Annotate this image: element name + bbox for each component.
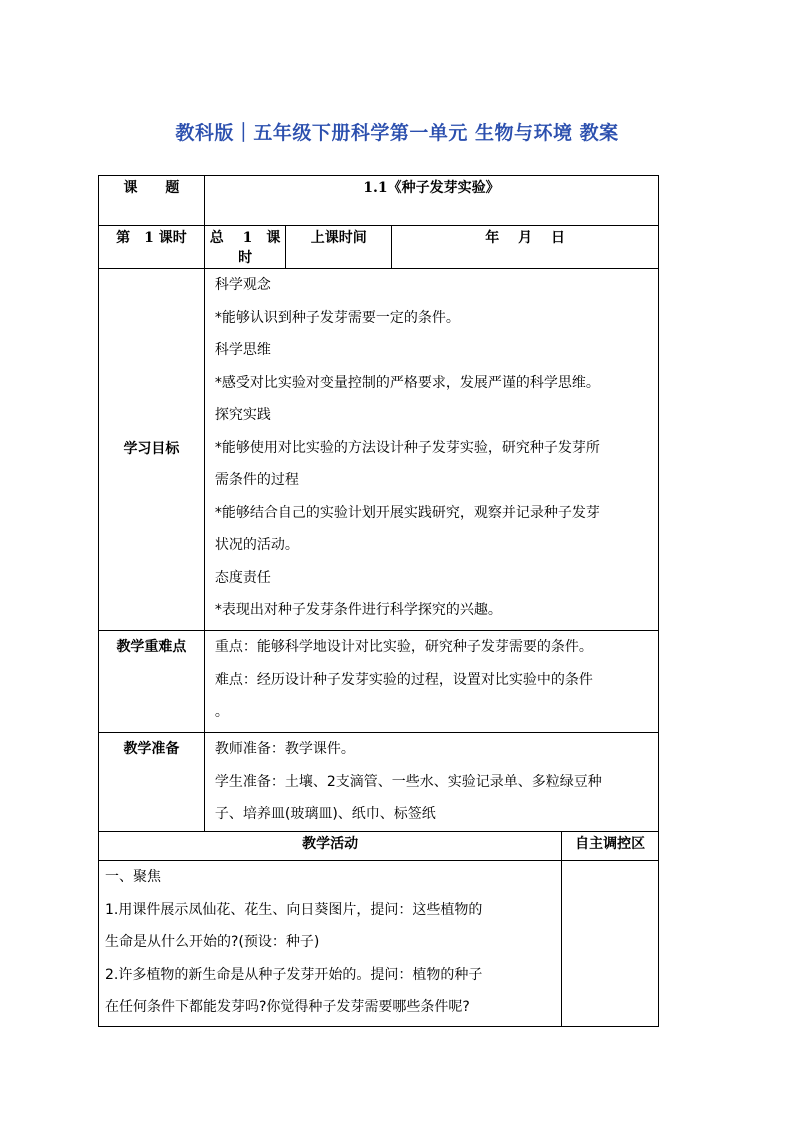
control-area	[562, 861, 659, 1027]
document-title: 教科版｜五年级下册科学第一单元 生物与环境 教案	[175, 122, 619, 144]
objective-line: *能够使用对比实验的方法设计种子发芽实验，研究种子发芽所	[214, 439, 600, 456]
activity-line: 2.许多植物的新生命是从种子发芽开始的。提问：植物的种子	[105, 966, 483, 983]
prep-row	[99, 733, 659, 832]
activities-content	[99, 861, 562, 1027]
prep-line: 子、培养皿(玻璃皿)、纸巾、标签纸	[214, 806, 436, 822]
keypoints-content	[204, 631, 658, 733]
time-label: 上课时间	[286, 226, 392, 269]
prep-line: 学生准备：土壤、2支滴管、一些水、实验记录单、多粒绿豆种	[214, 773, 602, 790]
keypoints-row	[99, 631, 659, 733]
prep-label: 教学准备	[99, 733, 205, 832]
total-label: 总 1 课时	[204, 226, 285, 269]
activities-body-row	[99, 861, 659, 1027]
keypoints-label: 教学重难点	[99, 631, 205, 733]
activities-label: 教学活动	[99, 832, 562, 861]
period-row	[99, 226, 659, 269]
objective-line: 需条件的过程	[214, 472, 299, 488]
activity-line: 在任何条件下都能发芽吗?你觉得种子发芽需要哪些条件呢?	[105, 999, 470, 1015]
lesson-plan-table	[98, 175, 659, 1027]
control-label: 自主调控区	[562, 832, 659, 861]
activity-line: 生命是从什么开始的?(预设：种子)	[105, 934, 320, 950]
prep-line: 教师准备：教学课件。	[214, 741, 355, 757]
keypoint-line: 重点：能够科学地设计对比实验，研究种子发芽需要的条件。	[214, 639, 593, 655]
date-value: 年 月 日	[392, 226, 659, 269]
objective-line: 探究实践	[214, 407, 271, 423]
objectives-label: 学习目标	[99, 269, 205, 631]
objective-line: *能够结合自己的实验计划开展实践研究，观察并记录种子发芽	[214, 504, 600, 521]
objectives-content	[204, 269, 658, 631]
topic-value: 1.1《种子发芽实验》	[204, 176, 658, 226]
objective-line: 状况的活动。	[214, 537, 299, 553]
activity-line: 1.用课件展示凤仙花、花生、向日葵图片，提问：这些植物的	[105, 901, 483, 918]
prep-content	[204, 733, 658, 832]
objective-line: 科学思维	[214, 342, 271, 358]
objective-line: *感受对比实验对变量控制的严格要求，发展严谨的科学思维。	[214, 374, 600, 391]
activities-header-row	[99, 832, 659, 861]
topic-row	[99, 176, 659, 226]
objective-line: 科学观念	[214, 277, 271, 293]
keypoint-line: 。	[214, 704, 229, 720]
lesson-label: 第 1 课时	[99, 226, 205, 269]
objectives-row	[99, 269, 659, 631]
objective-line: *能够认识到种子发芽需要一定的条件。	[214, 309, 460, 326]
topic-label: 课 题	[99, 176, 205, 226]
objective-line: 态度责任	[214, 569, 271, 586]
keypoint-line: 难点：经历设计种子发芽实验的过程，设置对比实验中的条件	[214, 671, 593, 688]
objective-line: *表现出对种子发芽条件进行科学探究的兴趣。	[214, 602, 502, 618]
activity-line: 一、聚焦	[105, 869, 161, 885]
